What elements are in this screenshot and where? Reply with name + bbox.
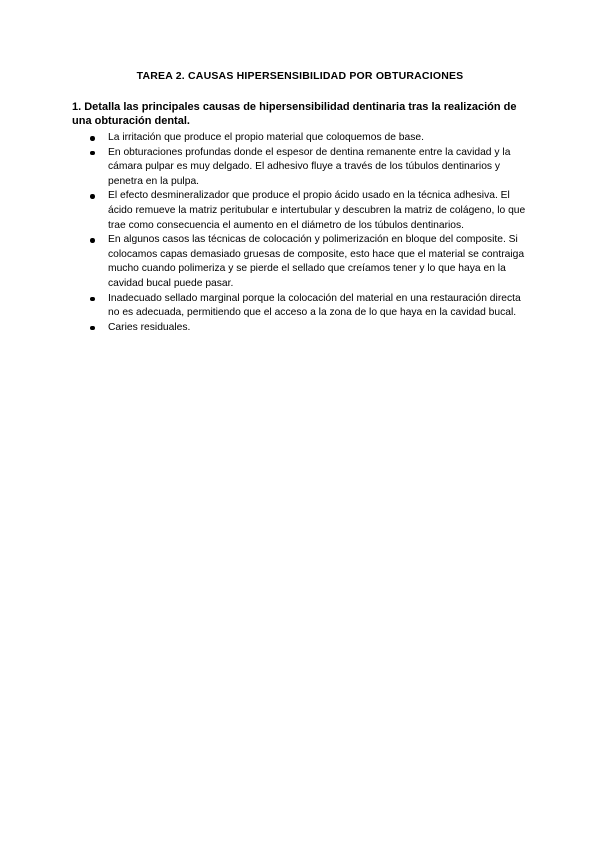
list-item-text: Caries residuales. [108, 321, 191, 333]
list-item-text: En algunos casos las técnicas de colocación y polimerización en bloque del composite. Si colocamos capas demasiado gruesas de composite, esto hace que el material se contraiga mucho cuando polimeriza y se pierde el sellado que creíamos tener y lo que haya en la cavidad bucal puede pasar. [108, 234, 525, 289]
list-item-text: La irritación que produce el propio material que coloquemos de base. [108, 132, 424, 143]
list-item [72, 189, 532, 233]
list-item-text: El efecto desmineralizador que produce el propio ácido usado en la técnica adhesiva. El ácido remueve la matriz peritubular e intertubular y descubren la matriz de colágeno, lo que trae como consecuencia el aumento en el diámetro de los túbulos dentinarios. [108, 190, 526, 231]
bullet-icon [90, 326, 95, 331]
bullet-icon [90, 151, 95, 156]
list-item [72, 233, 532, 291]
causes-list [72, 131, 532, 335]
list-item [72, 131, 532, 146]
bullet-icon [90, 136, 95, 141]
list-item [72, 292, 532, 321]
list-item-text: En obturaciones profundas donde el espesor de dentina remanente entre la cavidad y la cámara pulpar es muy delgado. El adhesivo fluye a través de los túbulos dentinarios y penetra en la pulpa. [108, 146, 511, 187]
document-title: TAREA 2. CAUSAS HIPERSENSIBILIDAD POR OBTURACIONES [136, 70, 464, 82]
bullet-icon [90, 194, 95, 199]
question-heading: 1. Detalla las principales causas de hipersensibilidad dentinaria tras la realización de una obturación dental. [72, 101, 517, 127]
list-item [72, 146, 532, 190]
list-item-text: Inadecuado sellado marginal porque la colocación del material en una restauración directa no es adecuada, permitiendo que el acceso a la zona de lo que haya en la cavidad bucal. [108, 292, 521, 319]
list-item [72, 321, 532, 336]
bullet-icon [90, 238, 95, 243]
bullet-icon [90, 297, 95, 302]
